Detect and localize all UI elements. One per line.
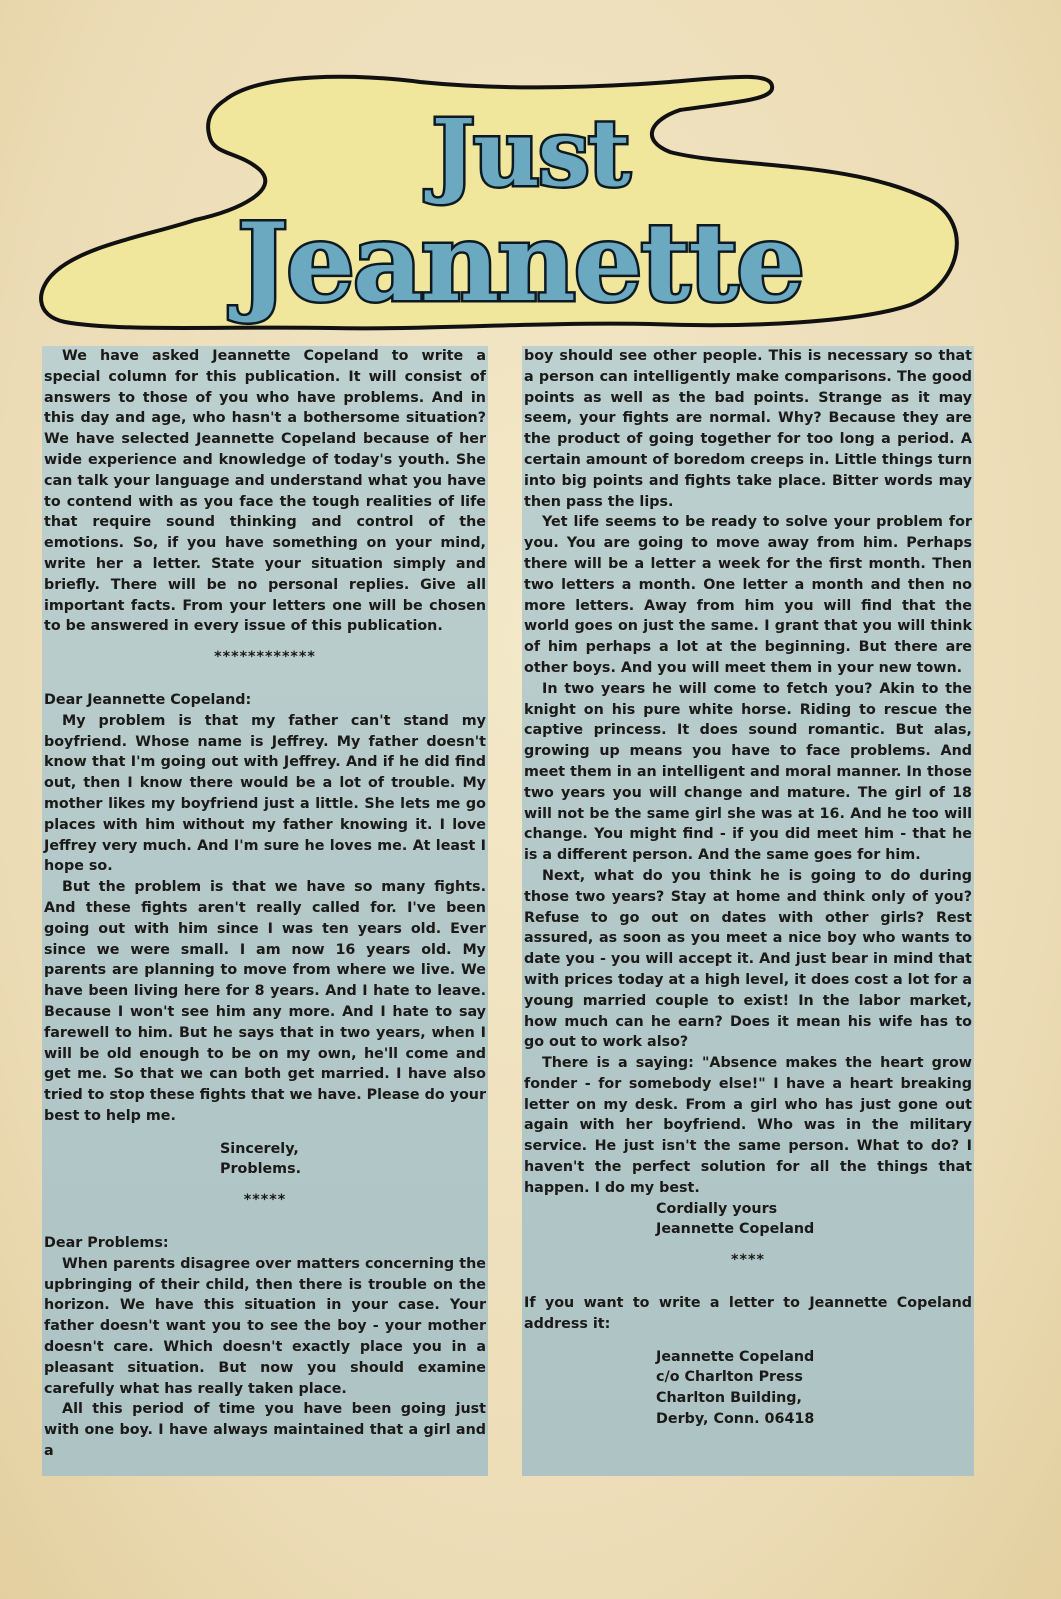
reply-paragraph: All this period of time you have been going just with one boy. I have always maintained that a girl and a [44, 1401, 486, 1460]
right-column [522, 346, 974, 1476]
address-line: Derby, Conn. 06418 [656, 1411, 815, 1428]
title-line-2: Jeannette [236, 200, 804, 326]
letter-salutation: Dear Jeannette Copeland: [44, 691, 252, 708]
address-line: Jeannette Copeland [656, 1348, 815, 1365]
letter-paragraph: But the problem is that we have so many fights. And these fights aren't really called for. I've been going out with him since I was ten years old. Ever since we were small. I am now 16 years old. My parents are planning to move from where we live. We have been living here for 8 years. And I hate to leave. Because I won't see him any more. And I hate to say farewell to him. But he says that in two years, when I will be old enough to be on my own, he'll come and get me. So that we can both get married. I have also tried to stop these fights that we have. Please do your best to help me. [44, 879, 486, 1124]
intro-paragraph: We have asked Jeannette Copeland to write a special column for this publication. It will consist of answers to those of you who have problems. And in this day and age, who hasn't a bothersome situation? We have selected Jeannette Copeland because of her wide experience and knowledge of today's youth. She can talk your language and understand what you have to contend with as you face the tough realities of life that require sound thinking and control of the emotions. So, if you have something on your mind, write her a letter. State your situation simply and briefly. There will be no personal replies. Give all important facts. From your letters one will be chosen to be answered in every issue of this publication. [44, 348, 486, 635]
left-column [42, 346, 488, 1476]
letter-closing: Sincerely, [220, 1140, 299, 1157]
address-line: c/o Charlton Press [656, 1369, 803, 1386]
title-banner [30, 60, 1030, 350]
divider-stars: **** [731, 1252, 765, 1269]
reply-paragraph: Next, what do you think he is going to do during those two years? Stay at home and think only of you? Refuse to go out on dates with other girls? Rest assured, as soon as you meet a nice boy who wants to date you - you will accept it. And just bear in mind that with prices today at a high level, it does cost a lot for a young married couple to exist! In the labor market, how much can he earn? Does it mean his wife has to go out to work also? [524, 867, 972, 1051]
divider-stars: ************ [214, 649, 316, 666]
divider-stars: ***** [243, 1192, 287, 1209]
letter-signature: Problems. [220, 1161, 302, 1178]
reply-paragraph: boy should see other people. This is necessary so that a person can intelligently make comparisons. The good points as well as the bad points. Strange as it may seem, your fights are normal. Why? Because they are the product of going together for too long a period. A certain amount of boredom creeps in. Little things turn into big points and fights take place. Bitter words may then pass the lips. [524, 348, 972, 510]
reply-signature: Jeannette Copeland [656, 1221, 815, 1238]
reply-paragraph: In two years he will come to fetch you? Akin to the knight on his pure white horse. Riding to rescue the captive princess. It does sound romantic. But alas, growing up means you have to face problems. And meet them in an intelligent and moral manner. In those two years you will change and mature. The girl of 18 will not be the same girl she was at 16. And he too will change. You might find - if you did meet him - that he is a different person. And the same goes for him. [524, 680, 972, 864]
title-line-1: Just [431, 99, 629, 207]
address-intro: If you want to write a letter to Jeannette Copeland address it: [524, 1295, 972, 1332]
reply-paragraph: There is a saying: "Absence makes the heart grow fonder - for somebody else!" I have a heart breaking letter on my desk. From a girl who has just gone out again with her boyfriend. Who was in the military service. He just isn't the same person. What to do? I haven't the perfect solution for all the things that happen. I do my best. [524, 1055, 972, 1196]
reply-paragraph: Yet life seems to be ready to solve your problem for you. You are going to move away from him. Perhaps there will be a letter a week for the first month. Then two letters a month. One letter a month and then no more letters. Away from him you will find that the world goes on just the same. I grant that you will think of him perhaps a lot at the beginning. But there are other boys. And you will meet them in your new town. [524, 514, 972, 676]
reply-salutation: Dear Problems: [44, 1235, 169, 1252]
reply-paragraph: When parents disagree over matters concerning the upbringing of their child, then there is trouble on the horizon. We have this situation in your case. Your father doesn't want you to see the boy - your mother doesn't care. Which doesn't exactly place you in a pleasant situation. But now you should examine carefully what has really taken place. [44, 1255, 486, 1397]
letter-paragraph: My problem is that my father can't stand my boyfriend. Whose name is Jeffrey. My father doesn't know that I'm going out with Jeffrey. And if he did find out, then I know there would be a lot of trouble. My mother likes my boyfriend just a little. She lets me go places with him without my father knowing it. I love Jeffrey very much. And I'm sure he loves me. At least I hope so. [44, 712, 486, 875]
address-line: Charlton Building, [656, 1390, 802, 1407]
reply-closing: Cordially yours [656, 1200, 778, 1217]
